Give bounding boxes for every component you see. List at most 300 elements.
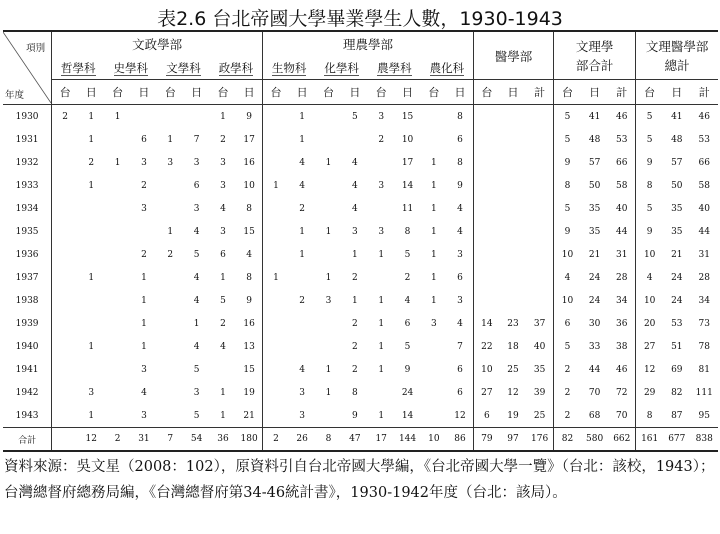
count-cell bbox=[263, 197, 289, 220]
department-label: 農化科 bbox=[429, 60, 465, 75]
count-cell: 33 bbox=[588, 341, 601, 352]
total-cell: 180 bbox=[236, 428, 262, 452]
count-cell bbox=[78, 358, 104, 381]
count-cell bbox=[368, 266, 394, 289]
count-cell: 44 bbox=[698, 226, 710, 237]
table-row bbox=[3, 220, 718, 243]
count-cell: 3 bbox=[193, 387, 200, 398]
count-cell: 3 bbox=[325, 295, 332, 306]
origin-header: 台 bbox=[52, 80, 78, 105]
count-cell: 2 bbox=[141, 180, 147, 191]
corner-label-item: 項別 bbox=[26, 43, 46, 54]
count-cell bbox=[473, 243, 499, 266]
count-cell: 78 bbox=[698, 341, 710, 352]
total-cell: 7 bbox=[157, 428, 183, 452]
count-cell: 16 bbox=[243, 318, 255, 329]
total-cell: 580 bbox=[581, 428, 608, 452]
count-cell: 24 bbox=[671, 295, 683, 306]
count-cell bbox=[315, 404, 341, 428]
department-header bbox=[263, 56, 316, 80]
department-label: 生物科 bbox=[271, 60, 307, 75]
count-cell bbox=[157, 289, 183, 312]
count-cell: 2 bbox=[378, 134, 385, 145]
count-cell: 5 bbox=[636, 128, 663, 151]
origin-header: 日 bbox=[289, 80, 315, 105]
count-cell: 50 bbox=[588, 180, 601, 191]
count-cell: 1 bbox=[114, 111, 121, 122]
origin-header: 日 bbox=[78, 80, 104, 105]
count-cell bbox=[104, 358, 130, 381]
count-cell: 5 bbox=[193, 364, 200, 375]
table-row bbox=[3, 404, 718, 428]
year-cell: 1942 bbox=[15, 387, 39, 398]
count-cell: 1 bbox=[193, 318, 200, 329]
count-cell: 24 bbox=[671, 272, 683, 283]
count-cell bbox=[52, 358, 78, 381]
origin-header: 計 bbox=[526, 80, 553, 105]
count-cell: 1 bbox=[351, 249, 358, 260]
group-science-header: 理農學部 bbox=[263, 31, 474, 56]
total-cell: 838 bbox=[690, 428, 718, 452]
count-cell bbox=[500, 128, 526, 151]
count-cell: 17 bbox=[243, 134, 255, 145]
count-cell bbox=[78, 289, 104, 312]
count-cell bbox=[368, 381, 394, 404]
origin-header: 計 bbox=[690, 80, 718, 105]
count-cell: 57 bbox=[588, 157, 601, 168]
count-cell bbox=[263, 404, 289, 428]
count-cell: 1 bbox=[88, 180, 95, 191]
origin-header: 台 bbox=[104, 80, 130, 105]
count-cell: 25 bbox=[533, 410, 546, 421]
count-cell bbox=[500, 289, 526, 312]
count-cell: 53 bbox=[616, 134, 628, 145]
table-row bbox=[3, 197, 718, 220]
origin-header: 日 bbox=[581, 80, 608, 105]
count-cell bbox=[315, 243, 341, 266]
count-cell: 2 bbox=[554, 404, 581, 428]
count-cell bbox=[473, 289, 499, 312]
count-cell: 4 bbox=[193, 226, 200, 237]
year-cell: 1932 bbox=[15, 157, 39, 168]
count-cell: 3 bbox=[299, 387, 305, 398]
table-row bbox=[3, 289, 718, 312]
count-cell bbox=[104, 289, 130, 312]
count-cell: 15 bbox=[401, 111, 414, 122]
count-cell bbox=[421, 335, 447, 358]
count-cell bbox=[263, 358, 289, 381]
count-cell: 12 bbox=[454, 410, 466, 421]
total-cell: 161 bbox=[636, 428, 663, 452]
count-cell bbox=[52, 220, 78, 243]
count-cell bbox=[526, 105, 553, 129]
count-cell bbox=[78, 220, 104, 243]
table-title: 表2.6 台北帝國大學畢業學生人數，1930-1943 bbox=[157, 8, 563, 30]
count-cell: 40 bbox=[533, 341, 546, 352]
count-cell: 2 bbox=[351, 364, 358, 375]
count-cell: 40 bbox=[616, 203, 628, 214]
count-cell: 5 bbox=[220, 295, 226, 306]
count-cell: 35 bbox=[671, 203, 683, 214]
count-cell: 8 bbox=[457, 157, 463, 168]
count-cell bbox=[500, 174, 526, 197]
count-cell: 1 bbox=[378, 364, 385, 375]
count-cell: 35 bbox=[588, 203, 601, 214]
count-cell: 1 bbox=[141, 295, 147, 306]
count-cell: 1 bbox=[431, 226, 437, 237]
count-cell: 3 bbox=[378, 226, 385, 237]
count-cell: 5 bbox=[404, 249, 411, 260]
count-cell bbox=[526, 151, 553, 174]
total-cell: 17 bbox=[368, 428, 394, 452]
count-cell: 4 bbox=[193, 272, 200, 283]
count-cell bbox=[263, 105, 289, 129]
count-cell: 4 bbox=[554, 266, 581, 289]
count-cell bbox=[473, 220, 499, 243]
count-cell: 1 bbox=[263, 174, 289, 197]
total-cell: 86 bbox=[447, 428, 473, 452]
count-cell bbox=[289, 335, 315, 358]
count-cell: 6 bbox=[193, 180, 200, 191]
count-cell: 23 bbox=[507, 318, 519, 329]
count-cell: 20 bbox=[636, 312, 663, 335]
count-cell: 48 bbox=[588, 134, 601, 145]
count-cell bbox=[131, 220, 157, 243]
count-cell: 4 bbox=[299, 180, 305, 191]
count-cell: 1 bbox=[378, 249, 385, 260]
count-cell: 66 bbox=[698, 157, 710, 168]
count-cell: 1 bbox=[88, 134, 95, 145]
count-cell: 3 bbox=[88, 387, 95, 398]
count-cell bbox=[104, 335, 130, 358]
count-cell bbox=[78, 197, 104, 220]
count-cell: 3 bbox=[141, 410, 147, 421]
count-cell bbox=[500, 220, 526, 243]
count-cell bbox=[473, 197, 499, 220]
count-cell: 3 bbox=[457, 249, 463, 260]
total-cell: 12 bbox=[78, 428, 104, 452]
origin-header: 日 bbox=[394, 80, 420, 105]
count-cell: 1 bbox=[167, 134, 174, 145]
count-cell: 2 bbox=[220, 318, 226, 329]
count-cell: 41 bbox=[671, 111, 683, 122]
count-cell: 1 bbox=[141, 272, 147, 283]
count-cell: 3 bbox=[457, 295, 463, 306]
count-cell bbox=[473, 151, 499, 174]
count-cell: 8 bbox=[246, 272, 252, 283]
count-cell: 1 bbox=[141, 318, 147, 329]
count-cell: 1 bbox=[220, 410, 226, 421]
count-cell: 3 bbox=[378, 111, 385, 122]
count-cell: 12 bbox=[636, 358, 663, 381]
origin-header: 台 bbox=[421, 80, 447, 105]
year-cell: 1933 bbox=[15, 180, 39, 191]
count-cell: 38 bbox=[616, 341, 628, 352]
count-cell bbox=[157, 105, 183, 129]
count-cell bbox=[157, 266, 183, 289]
count-cell: 4 bbox=[636, 266, 663, 289]
department-header bbox=[104, 56, 157, 80]
department-header bbox=[368, 56, 421, 80]
count-cell: 5 bbox=[554, 335, 581, 358]
count-cell bbox=[263, 312, 289, 335]
count-cell: 46 bbox=[616, 364, 628, 375]
count-cell: 3 bbox=[220, 226, 226, 237]
count-cell: 3 bbox=[141, 364, 147, 375]
count-cell: 34 bbox=[616, 295, 628, 306]
count-cell: 35 bbox=[533, 364, 546, 375]
count-cell bbox=[210, 358, 236, 381]
count-cell bbox=[421, 381, 447, 404]
count-cell: 66 bbox=[616, 157, 628, 168]
count-cell: 4 bbox=[351, 203, 358, 214]
count-cell: 6 bbox=[457, 272, 463, 283]
count-cell: 4 bbox=[193, 295, 200, 306]
count-cell: 7 bbox=[193, 134, 200, 145]
count-cell: 2 bbox=[404, 272, 411, 283]
count-cell: 48 bbox=[671, 134, 683, 145]
origin-header: 台 bbox=[263, 80, 289, 105]
graduates-table bbox=[3, 30, 718, 452]
department-label: 文學科 bbox=[166, 60, 201, 75]
count-cell: 4 bbox=[404, 295, 411, 306]
count-cell: 1 bbox=[431, 203, 437, 214]
count-cell: 1 bbox=[299, 111, 305, 122]
total-cell: 97 bbox=[500, 428, 526, 452]
count-cell: 58 bbox=[616, 180, 628, 191]
count-cell: 1 bbox=[378, 318, 385, 329]
count-cell: 72 bbox=[616, 387, 628, 398]
count-cell: 3 bbox=[431, 318, 437, 329]
count-cell: 46 bbox=[616, 111, 628, 122]
source-note: 資料來源：吳文星（2008：102），原資料引自台北帝國大學編，《台北帝國大學一覽》（台北：該校，1943）；台灣總督府總務局編，《台灣總督府第34-46統計書》，1930-1942年度（台北：該局）。 bbox=[4, 459, 715, 501]
department-label: 政學科 bbox=[218, 60, 254, 75]
total-cell: 10 bbox=[421, 428, 447, 452]
count-cell bbox=[157, 381, 183, 404]
count-cell: 24 bbox=[588, 272, 601, 283]
count-cell bbox=[104, 128, 130, 151]
count-cell bbox=[526, 174, 553, 197]
count-cell bbox=[289, 266, 315, 289]
count-cell: 5 bbox=[554, 128, 581, 151]
count-cell: 1 bbox=[299, 249, 305, 260]
table-row bbox=[3, 335, 718, 358]
count-cell: 21 bbox=[243, 410, 255, 421]
count-cell: 41 bbox=[588, 111, 601, 122]
count-cell bbox=[473, 128, 499, 151]
table-row bbox=[3, 312, 718, 335]
count-cell bbox=[368, 197, 394, 220]
count-cell: 3 bbox=[167, 157, 174, 168]
count-cell: 4 bbox=[220, 203, 226, 214]
count-cell: 70 bbox=[588, 387, 601, 398]
count-cell: 1 bbox=[431, 272, 437, 283]
count-cell bbox=[263, 289, 289, 312]
count-cell bbox=[315, 174, 341, 197]
year-cell: 1938 bbox=[15, 295, 39, 306]
count-cell: 95 bbox=[698, 410, 710, 421]
count-cell: 51 bbox=[671, 341, 683, 352]
count-cell: 6 bbox=[404, 318, 411, 329]
count-cell: 37 bbox=[533, 318, 546, 329]
count-cell: 3 bbox=[141, 157, 147, 168]
count-cell: 28 bbox=[698, 272, 710, 283]
total-cell: 2 bbox=[263, 428, 289, 452]
table-row bbox=[3, 381, 718, 404]
origin-header: 台 bbox=[473, 80, 499, 105]
count-cell bbox=[315, 128, 341, 151]
table-row bbox=[3, 105, 718, 129]
count-cell bbox=[157, 197, 183, 220]
year-cell: 1931 bbox=[15, 134, 39, 145]
count-cell: 1 bbox=[263, 266, 289, 289]
count-cell bbox=[78, 243, 104, 266]
group-medicine-header: 醫學部 bbox=[473, 31, 553, 80]
origin-header: 台 bbox=[157, 80, 183, 105]
table-row bbox=[3, 358, 718, 381]
count-cell bbox=[315, 105, 341, 129]
count-cell: 3 bbox=[193, 203, 200, 214]
count-cell: 5 bbox=[404, 341, 411, 352]
count-cell: 3 bbox=[220, 180, 226, 191]
count-cell bbox=[526, 243, 553, 266]
count-cell bbox=[526, 197, 553, 220]
count-cell: 1 bbox=[220, 272, 226, 283]
count-cell: 1 bbox=[325, 157, 332, 168]
count-cell: 15 bbox=[243, 226, 255, 237]
count-cell: 10 bbox=[636, 243, 663, 266]
origin-header: 台 bbox=[210, 80, 236, 105]
count-cell: 5 bbox=[351, 111, 358, 122]
count-cell: 8 bbox=[636, 404, 663, 428]
total-cell: 2 bbox=[104, 428, 130, 452]
count-cell bbox=[263, 335, 289, 358]
count-cell: 1 bbox=[378, 341, 385, 352]
count-cell: 3 bbox=[220, 157, 226, 168]
department-header bbox=[421, 56, 474, 80]
count-cell: 2 bbox=[52, 105, 78, 129]
origin-header: 台 bbox=[368, 80, 394, 105]
origin-header: 日 bbox=[131, 80, 157, 105]
count-cell: 4 bbox=[457, 226, 463, 237]
count-cell: 87 bbox=[671, 410, 683, 421]
count-cell: 1 bbox=[431, 157, 437, 168]
corner-label-year: 年度 bbox=[5, 90, 25, 101]
count-cell: 1 bbox=[88, 272, 95, 283]
count-cell: 3 bbox=[351, 226, 358, 237]
count-cell bbox=[421, 128, 447, 151]
count-cell: 15 bbox=[243, 364, 255, 375]
count-cell: 1 bbox=[141, 341, 147, 352]
count-cell: 4 bbox=[299, 364, 305, 375]
count-cell: 3 bbox=[299, 410, 305, 421]
origin-header: 日 bbox=[447, 80, 473, 105]
count-cell: 35 bbox=[588, 226, 601, 237]
count-cell: 16 bbox=[243, 157, 255, 168]
count-cell bbox=[52, 335, 78, 358]
count-cell bbox=[473, 266, 499, 289]
count-cell: 57 bbox=[671, 157, 683, 168]
origin-header: 日 bbox=[663, 80, 690, 105]
count-cell: 8 bbox=[457, 111, 463, 122]
year-cell: 1937 bbox=[15, 272, 39, 283]
count-cell bbox=[157, 174, 183, 197]
count-cell: 9 bbox=[351, 410, 358, 421]
count-cell: 70 bbox=[616, 410, 628, 421]
count-cell: 1 bbox=[351, 295, 358, 306]
total-cell: 176 bbox=[526, 428, 553, 452]
total-row bbox=[3, 428, 718, 452]
total-cell: 144 bbox=[394, 428, 420, 452]
total-cell: 36 bbox=[210, 428, 236, 452]
origin-header: 日 bbox=[236, 80, 262, 105]
count-cell: 2 bbox=[554, 358, 581, 381]
count-cell bbox=[104, 174, 130, 197]
count-cell bbox=[183, 105, 209, 129]
count-cell: 5 bbox=[554, 105, 581, 129]
count-cell bbox=[104, 404, 130, 428]
count-cell bbox=[52, 151, 78, 174]
count-cell: 81 bbox=[698, 364, 710, 375]
count-cell: 9 bbox=[636, 220, 663, 243]
count-cell bbox=[473, 105, 499, 129]
count-cell: 1 bbox=[325, 364, 332, 375]
count-cell: 8 bbox=[351, 387, 358, 398]
group-lett-sci-total-header: 文理學部合計 bbox=[554, 31, 636, 80]
count-cell: 2 bbox=[167, 249, 174, 260]
count-cell bbox=[104, 381, 130, 404]
count-cell: 10 bbox=[554, 289, 581, 312]
count-cell: 6 bbox=[220, 249, 226, 260]
year-cell: 1941 bbox=[15, 364, 39, 375]
count-cell bbox=[52, 174, 78, 197]
count-cell: 2 bbox=[299, 203, 305, 214]
count-cell bbox=[52, 128, 78, 151]
count-cell: 1 bbox=[220, 387, 226, 398]
count-cell bbox=[131, 105, 157, 129]
count-cell: 12 bbox=[507, 387, 519, 398]
count-cell: 1 bbox=[378, 410, 385, 421]
total-cell: 31 bbox=[131, 428, 157, 452]
count-cell: 2 bbox=[299, 295, 305, 306]
total-cell: 82 bbox=[554, 428, 581, 452]
count-cell: 28 bbox=[616, 272, 628, 283]
count-cell bbox=[526, 220, 553, 243]
count-cell bbox=[78, 312, 104, 335]
count-cell bbox=[263, 220, 289, 243]
count-cell: 8 bbox=[404, 226, 411, 237]
count-cell bbox=[473, 174, 499, 197]
count-cell: 5 bbox=[636, 105, 663, 129]
count-cell: 111 bbox=[695, 387, 713, 398]
origin-header: 日 bbox=[342, 80, 368, 105]
count-cell bbox=[500, 151, 526, 174]
count-cell: 27 bbox=[636, 335, 663, 358]
count-cell: 14 bbox=[401, 410, 414, 421]
count-cell: 10 bbox=[636, 289, 663, 312]
count-cell: 1 bbox=[167, 226, 174, 237]
count-cell: 35 bbox=[671, 226, 683, 237]
count-cell: 18 bbox=[507, 341, 519, 352]
count-cell bbox=[421, 105, 447, 129]
year-cell: 1943 bbox=[15, 410, 39, 421]
count-cell: 4 bbox=[299, 157, 305, 168]
count-cell: 34 bbox=[698, 295, 710, 306]
origin-header: 台 bbox=[315, 80, 341, 105]
count-cell: 6 bbox=[457, 134, 463, 145]
count-cell: 14 bbox=[401, 180, 414, 191]
count-cell: 6 bbox=[473, 404, 499, 428]
